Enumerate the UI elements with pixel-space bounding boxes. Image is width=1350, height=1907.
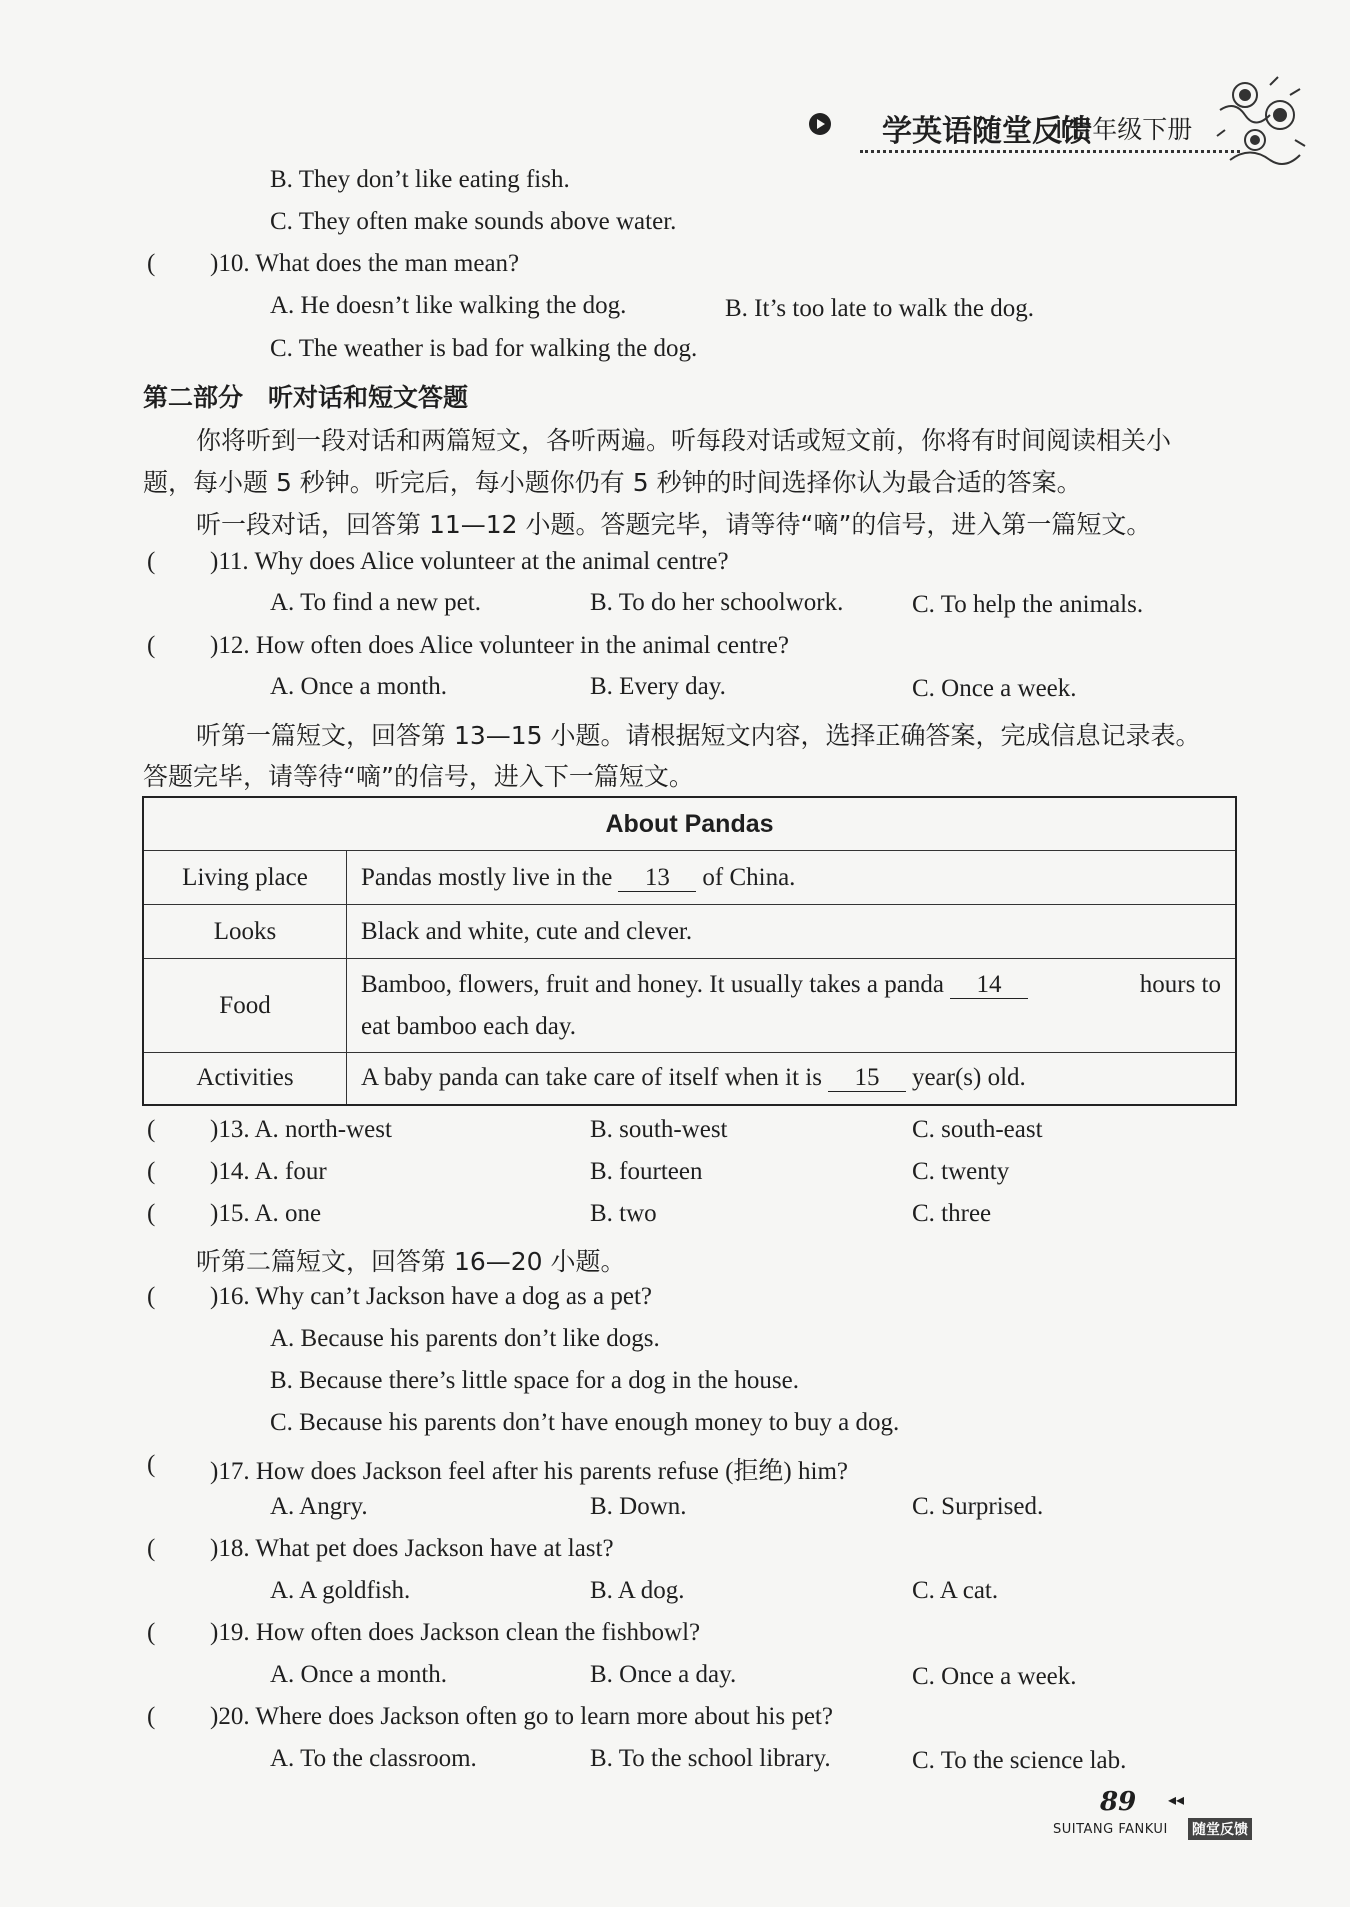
dialog-instruction: 听一段对话，回答第 11—12 小题。答题完毕，请等待“嘀”的信号，进入第一篇短文。 [196,510,1152,539]
play-bullet-icon [809,113,831,135]
q11-option-a: A. To find a new pet. [270,589,481,616]
q11-answer-paren[interactable]: ( [147,548,156,575]
q17-option-c: C. Surprised. [912,1493,1044,1520]
q17-answer-paren[interactable]: ( [147,1451,156,1478]
passage2-instruction: 听第二篇短文，回答第 16—20 小题。 [196,1247,626,1276]
row3-text-after: hours to [1139,970,1221,998]
q10-answer-paren[interactable]: ( [147,250,156,277]
q19-option-a: A. Once a month. [270,1661,448,1688]
row-label-looks: Looks [143,905,347,959]
decorative-flower-icon [1210,70,1310,180]
table-caption: About Pandas [143,797,1236,851]
table-row [143,851,1236,905]
row3-text-before: Bamboo, flowers, fruit and honey. It usually takes a panda [361,970,944,998]
q20-option-c: C. To the science lab. [912,1747,1127,1774]
q11-option-c: C. To help the animals. [912,591,1144,618]
q13-answer-paren[interactable]: ( [147,1116,156,1143]
q11-option-b: B. To do her schoolwork. [590,589,844,616]
row-label-activities: Activities [143,1053,347,1105]
q20-answer-paren[interactable]: ( [147,1703,156,1730]
q10-option-a: A. He doesn’t like walking the dog. [270,292,627,319]
row3-line2: eat bamboo each day. [361,1012,576,1040]
q16-stem: )16. Why can’t Jackson have a dog as a pet? [210,1283,652,1310]
table-row [143,905,1236,959]
blank-13[interactable]: 13 [618,865,696,892]
q16-option-a: A. Because his parents don’t like dogs. [270,1325,660,1352]
q15-answer-paren[interactable]: ( [147,1200,156,1227]
row-content-living-place [347,851,1237,905]
row3-line1 [361,964,1221,1006]
q9-option-b: B. They don’t like eating fish. [270,166,570,193]
q18-answer-paren[interactable]: ( [147,1535,156,1562]
q15-option-c: C. three [912,1200,992,1227]
q13-stem: )13. A. north-west [210,1116,392,1143]
header-dotted-rule [860,150,1240,153]
q10-option-b: B. It’s too late to walk the dog. [725,295,1034,322]
row-content-activities [347,1053,1237,1105]
brand-badge: 随堂反馈 [1188,1818,1252,1840]
passage1-instruction-line1: 听第一篇短文，回答第 13—15 小题。请根据短文内容，选择正确答案，完成信息记录表。 [196,721,1201,750]
q18-option-b: B. A dog. [590,1577,685,1604]
book-subtitle: Ⅱ七年级下册 [1055,115,1193,144]
row-content-food [347,959,1237,1053]
row4-text-before: A baby panda can take care of itself when it is [361,1064,822,1092]
row1-text-before: Pandas mostly live in the [361,863,613,891]
q18-option-c: C. A cat. [912,1577,999,1604]
q13-option-c: C. south-east [912,1116,1043,1143]
part2-heading: 第二部分 听对话和短文答题 [143,383,469,412]
brand-text: SUITANG FANKUI [1053,1822,1168,1837]
page-arrows-icon: ◂◂ [1168,1790,1185,1809]
q14-option-c: C. twenty [912,1158,1010,1185]
q15-stem: )15. A. one [210,1200,322,1227]
q12-option-b: B. Every day. [590,673,726,700]
blank-14[interactable]: 14 [950,972,1028,999]
q20-option-b: B. To the school library. [590,1745,831,1772]
q15-option-b: B. two [590,1200,657,1227]
page-number: 89 [1100,1787,1137,1817]
q12-option-c: C. Once a week. [912,675,1077,702]
q20-option-a: A. To the classroom. [270,1745,477,1772]
q19-option-b: B. Once a day. [590,1661,737,1688]
q16-option-b: B. Because there’s little space for a dog in the house. [270,1367,800,1394]
q20-stem: )20. Where does Jackson often go to learn more about his pet? [210,1703,833,1730]
blank-15[interactable]: 15 [828,1065,906,1092]
q19-stem: )19. How often does Jackson clean the fishbowl? [210,1619,701,1646]
passage1-instruction-line2: 答题完毕，请等待“嘀”的信号，进入下一篇短文。 [143,762,694,791]
table-row [143,1053,1236,1105]
row4-text-after: year(s) old. [911,1064,1026,1092]
q14-stem: )14. A. four [210,1158,327,1185]
q18-stem: )18. What pet does Jackson have at last? [210,1535,614,1562]
q17-stem: )17. How does Jackson feel after his parents refuse (拒绝) him? [210,1458,848,1485]
q10-stem: )10. What does the man mean? [210,250,520,277]
q13-option-b: B. south-west [590,1116,728,1143]
q12-answer-paren[interactable]: ( [147,632,156,659]
q19-option-c: C. Once a week. [912,1663,1077,1690]
q17-option-b: B. Down. [590,1493,687,1520]
q18-option-a: A. A goldfish. [270,1577,411,1604]
q16-answer-paren[interactable]: ( [147,1283,156,1310]
book-title: 学英语随堂反馈 [882,114,1092,149]
table-row [143,959,1236,1053]
q9-option-c: C. They often make sounds above water. [270,208,677,235]
q14-answer-paren[interactable]: ( [147,1158,156,1185]
q12-stem: )12. How often does Alice volunteer in the animal centre? [210,632,789,659]
part2-intro-line2: 题，每小题 5 秒钟。听完后，每小题你仍有 5 秒钟的时间选择你认为最合适的答案。 [143,468,1082,497]
q16-option-c: C. Because his parents don’t have enough money to buy a dog. [270,1409,900,1436]
q12-option-a: A. Once a month. [270,673,448,700]
row1-text-after: of China. [702,863,796,891]
q19-answer-paren[interactable]: ( [147,1619,156,1646]
q14-option-b: B. fourteen [590,1158,703,1185]
q10-option-c: C. The weather is bad for walking the dog. [270,335,698,362]
row-content-looks: Black and white, cute and clever. [347,905,1237,959]
q11-stem: )11. Why does Alice volunteer at the animal centre? [210,548,729,575]
row-label-living-place: Living place [143,851,347,905]
pandas-info-table [142,796,1237,1106]
part2-intro-line1: 你将听到一段对话和两篇短文，各听两遍。听每段对话或短文前，你将有时间阅读相关小 [196,426,1172,455]
row-label-food: Food [143,959,347,1053]
q17-option-a: A. Angry. [270,1493,368,1520]
